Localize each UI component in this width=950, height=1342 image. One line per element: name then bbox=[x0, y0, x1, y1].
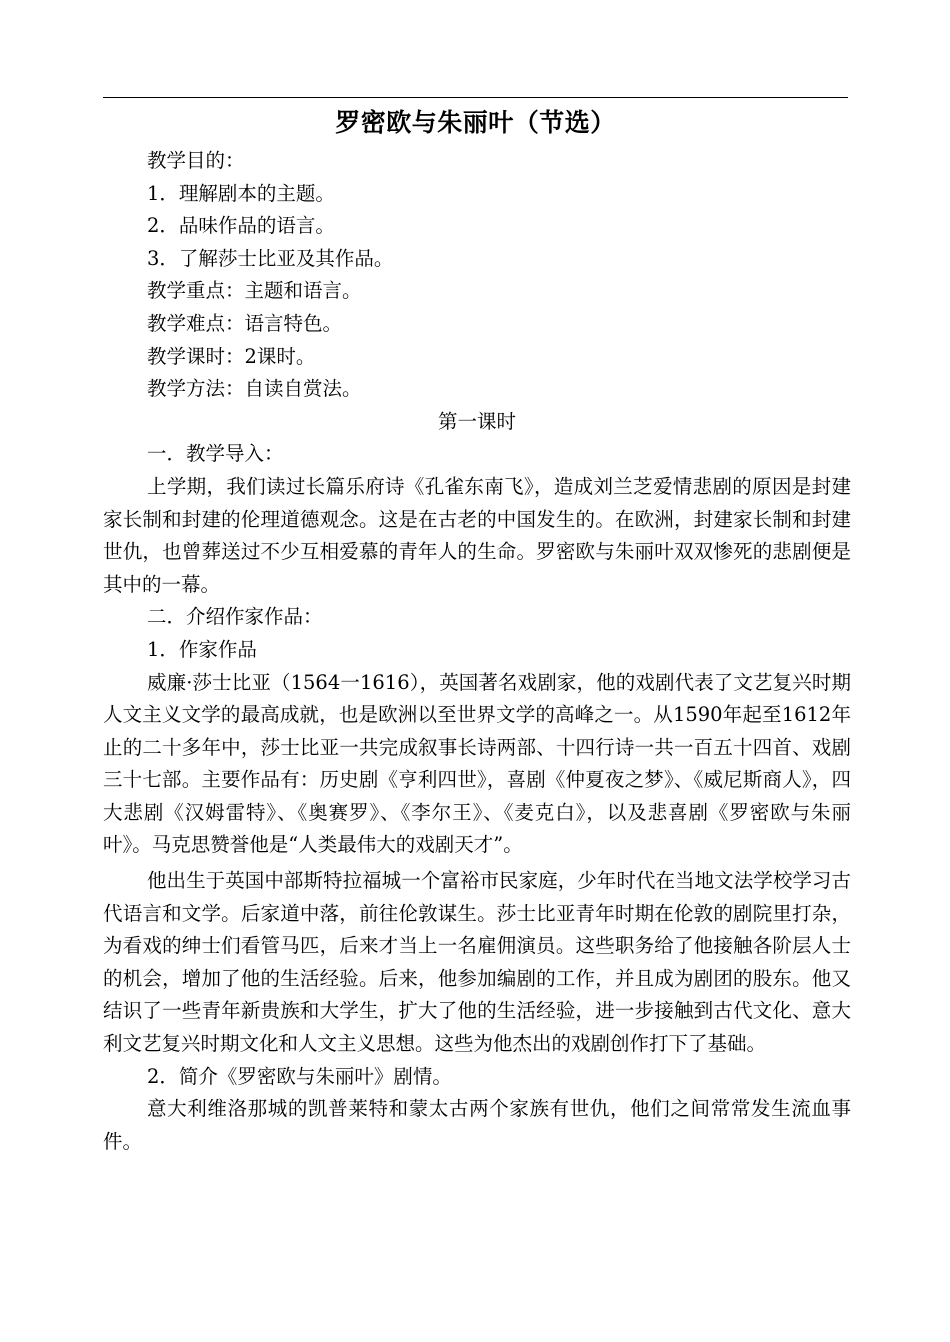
author-paragraph-2: 他出生于英国中部斯特拉福城一个富裕市民家庭，少年时代在当地文法学校学习古代语言和文学。后家道中落，前往伦敦谋生。莎士比亚青年时期在伦敦的剧院里打杂，为看戏的绅士们看管马匹，后来才当上一名雇佣演员。这些职务给了他接触各阶层人士的机会，增加了他的生活经验。后来，他参加编剧的工作，并且成为剧团的股东。他又结识了一些青年新贵族和大学生，扩大了他的生活经验，进一步接触到古代文化、意大利文艺复兴时期文化和人文主义思想。这些为他杰出的戏剧创作打下了基础。 bbox=[103, 869, 851, 1056]
difficulty: 教学难点：语言特色。 bbox=[147, 311, 343, 335]
key-points: 教学重点：主题和语言。 bbox=[147, 279, 362, 303]
document-title: 罗密欧与朱丽叶（节选） bbox=[335, 108, 616, 137]
objectives-heading: 教学目的： bbox=[147, 149, 245, 172]
author-heading: 二．介绍作家作品： bbox=[147, 605, 323, 629]
objective-item: 1．理解剧本的主题。 bbox=[147, 181, 335, 205]
plot-paragraph: 意大利维洛那城的凯普莱特和蒙太古两个家族有世仇，他们之间常常发生流血事件。 bbox=[103, 1097, 851, 1153]
document-body bbox=[103, 145, 851, 1158]
intro-heading: 一．教学导入： bbox=[147, 442, 284, 466]
plot-sub-heading: 2．简介《罗密欧与朱丽叶》剧情。 bbox=[147, 1064, 452, 1088]
author-paragraph-1: 威廉·莎士比亚（1564一1616），英国著名戏剧家，他的戏剧代表了文艺复兴时期人文主义文学的最高成就，也是欧洲以至世界文学的高峰之一。从1590年起至1612年止的二十多年中，莎士比亚一共完成叙事长诗两部、十四行诗一共一百五十四首、戏剧三十七部。主要作品有：历史剧《亨利四世》，喜剧《仲夏夜之梦》、《威尼斯商人》，四大悲剧《汉姆雷特》、《奥赛罗》、《李尔王》、《麦克白》，以及悲喜剧《罗密欧与朱丽叶》。马克思赞誉他是“人类最伟大的戏剧天才”。 bbox=[103, 670, 851, 857]
objective-item: 3．了解莎士比亚及其作品。 bbox=[147, 246, 394, 270]
lesson-heading: 第一课时 bbox=[437, 409, 516, 433]
intro-paragraph: 上学期，我们读过长篇乐府诗《孔雀东南飞》，造成刘兰芝爱情悲剧的原因是封建家长制和封建的伦理道德观念。这是在古老的中国发生的。在欧洲，封建家长制和封建世仇，也曾葬送过不少互相爱慕的青年人的生命。罗密欧与朱丽叶双双惨死的悲剧便是其中的一幕。 bbox=[103, 474, 851, 596]
teaching-method: 教学方法：自读自赏法。 bbox=[147, 377, 362, 401]
author-sub-heading: 1．作家作品 bbox=[147, 637, 257, 661]
header-rule bbox=[103, 97, 848, 98]
class-hours: 教学课时：2课时。 bbox=[147, 344, 316, 368]
objective-item: 2．品味作品的语言。 bbox=[147, 214, 335, 238]
